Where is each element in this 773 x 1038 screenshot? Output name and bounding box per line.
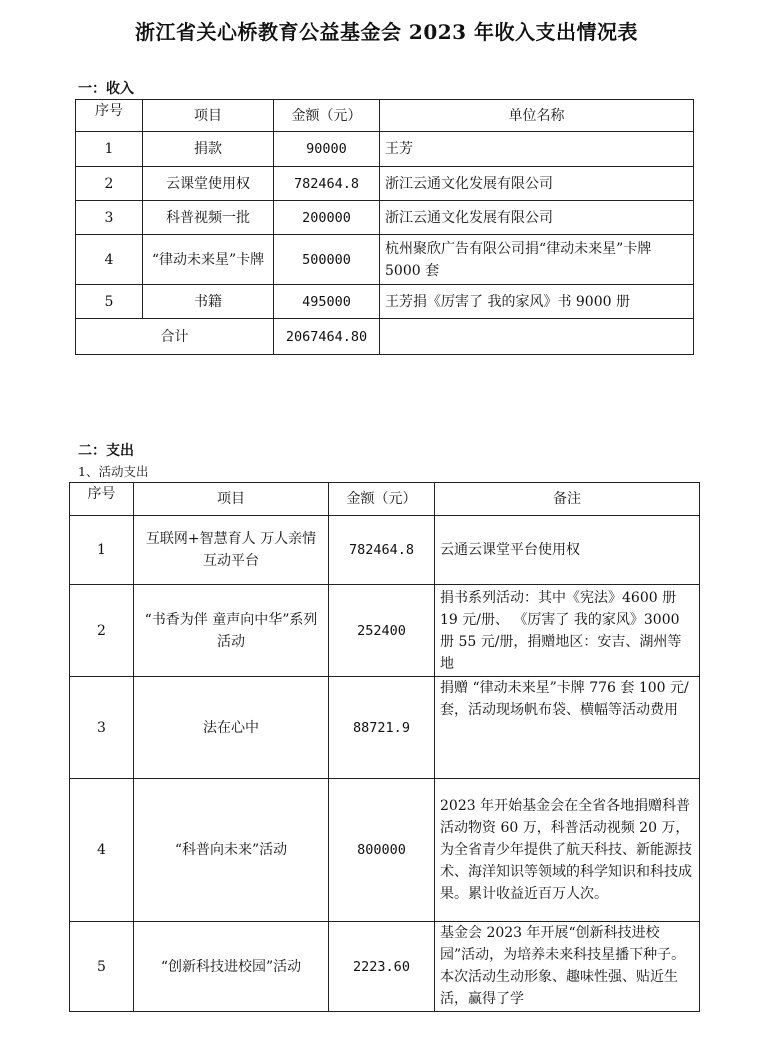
income-cell-unit: 王芳	[380, 132, 694, 167]
expense-cell-item: 法在心中	[134, 677, 329, 779]
income-cell-amount: 495000	[274, 285, 380, 319]
income-header-amount: 金额（元）	[274, 100, 380, 132]
income-cell-unit: 浙江云通文化发展有限公司	[380, 167, 694, 201]
income-cell-amount: 90000	[274, 132, 380, 167]
income-row	[76, 167, 694, 201]
income-heading: 一：收入	[78, 81, 134, 97]
expense-cell-amount: 88721.9	[329, 677, 435, 779]
income-header-row	[76, 100, 694, 132]
expense-cell-no: 1	[70, 516, 134, 585]
income-cell-item: 云课堂使用权	[143, 167, 274, 201]
income-cell-unit: 浙江云通文化发展有限公司	[380, 201, 694, 235]
income-cell-no: 3	[76, 201, 143, 235]
income-row	[76, 132, 694, 167]
expense-header-no: 序号	[70, 483, 134, 516]
income-cell-amount: 500000	[274, 235, 380, 285]
expense-cell-item: “科普向未来”活动	[134, 779, 329, 922]
income-row	[76, 285, 694, 319]
income-row	[76, 235, 694, 285]
expense-cell-note: 2023 年开始基金会在全省各地捐赠科普活动物资 60 万，科普活动视频 20 万，为全省青少年提供了航天科技、新能源技术、海洋知识等领域的科学知识和科技成果。累计收益近百万人次。	[435, 779, 700, 922]
expense-cell-item: “书香为伴 童声向中华”系列活动	[134, 585, 329, 677]
income-row	[76, 201, 694, 235]
expense-cell-note: 云通云课堂平台使用权	[435, 516, 700, 585]
income-cell-unit: 王芳捐《厉害了 我的家风》书 9000 册	[380, 285, 694, 319]
expense-cell-amount: 782464.8	[329, 516, 435, 585]
expense-cell-note: 捐赠 “律动未来星”卡牌 776 套 100 元/套，活动现场帆布袋、横幅等活动费用	[435, 677, 700, 779]
expense-header-amount: 金额（元）	[329, 483, 435, 516]
income-cell-amount: 782464.8	[274, 167, 380, 201]
income-total-unit	[380, 319, 694, 355]
document-title: 浙江省关心桥教育公益基金会 2023 年收入支出情况表	[134, 20, 639, 44]
expense-cell-no: 3	[70, 677, 134, 779]
expense-cell-no: 4	[70, 779, 134, 922]
income-cell-amount: 200000	[274, 201, 380, 235]
income-cell-unit: 杭州聚欣广告有限公司捐“律动未来星”卡牌 5000 套	[380, 235, 694, 285]
expense-row	[70, 585, 700, 677]
expense-heading: 二：支出	[78, 443, 134, 459]
expense-row	[70, 516, 700, 585]
income-cell-item: 书籍	[143, 285, 274, 319]
expense-cell-note: 捐书系列活动：其中《宪法》4600 册 19 元/册、 《厉害了 我的家风》3000 册 55 元/册，捐赠地区：安吉、湖州等地	[435, 585, 700, 677]
expense-row	[70, 922, 700, 1012]
expense-cell-item: “创新科技进校园”活动	[134, 922, 329, 1012]
income-header-item: 项目	[143, 100, 274, 132]
expense-cell-no: 5	[70, 922, 134, 1012]
expense-cell-item: 互联网+智慧育人 万人亲情互动平台	[134, 516, 329, 585]
income-cell-no: 1	[76, 132, 143, 167]
expense-row	[70, 779, 700, 922]
income-cell-item: 捐款	[143, 132, 274, 167]
expense-cell-amount: 800000	[329, 779, 435, 922]
expense-table	[69, 482, 700, 1012]
income-cell-item: “律动未来星”卡牌	[143, 235, 274, 285]
expense-cell-no: 2	[70, 585, 134, 677]
income-header-no: 序号	[76, 100, 143, 132]
income-cell-no: 2	[76, 167, 143, 201]
income-header-unit: 单位名称	[380, 100, 694, 132]
expense-cell-amount: 2223.60	[329, 922, 435, 1012]
expense-header-row	[70, 483, 700, 516]
income-total-label: 合计	[76, 319, 274, 355]
income-cell-no: 5	[76, 285, 143, 319]
income-total-row	[76, 319, 694, 355]
income-table	[75, 99, 694, 355]
expense-cell-note	[435, 922, 700, 1012]
expense-header-item: 项目	[134, 483, 329, 516]
income-cell-no: 4	[76, 235, 143, 285]
expense-header-note: 备注	[435, 483, 700, 516]
income-total-amount: 2067464.80	[274, 319, 380, 355]
income-cell-item: 科普视频一批	[143, 201, 274, 235]
expense-row	[70, 677, 700, 779]
expense-note-text: 基金会 2023 年开展“创新科技进校园”活动，为培养未来科技星播下种子。本次活动生动形象、趣味性强、贴近生活，赢得了学	[440, 925, 686, 1007]
expense-cell-amount: 252400	[329, 585, 435, 677]
expense-subheading: 1、活动支出	[78, 464, 149, 479]
